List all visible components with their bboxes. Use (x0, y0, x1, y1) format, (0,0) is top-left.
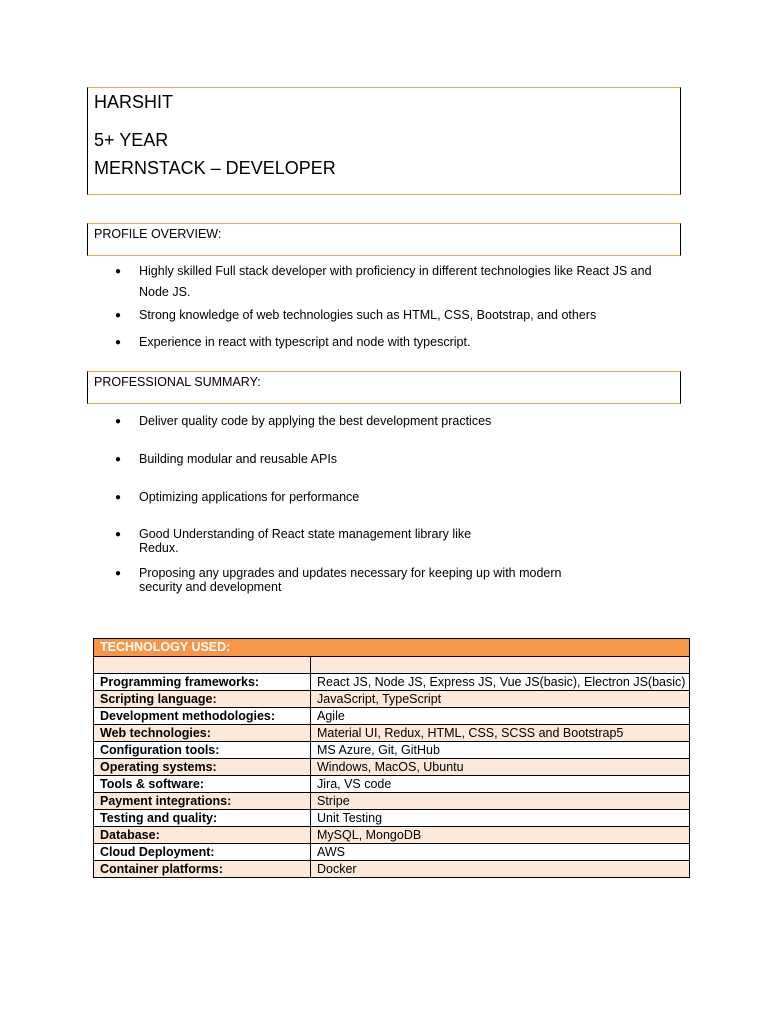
empty-cell (94, 657, 311, 674)
list-item: ● Strong knowledge of web technologies such as HTML, CSS, Bootstrap, and others (139, 305, 679, 326)
tech-value: JavaScript, TypeScript (311, 691, 690, 708)
header-box (87, 87, 681, 195)
tech-value: React JS, Node JS, Express JS, Vue JS(basic), Electron JS(basic) (311, 674, 690, 691)
table-row (94, 861, 690, 878)
table-row (94, 691, 690, 708)
list-item: ● Optimizing applications for performance (139, 487, 679, 508)
empty-cell (311, 657, 690, 674)
technology-title: TECHNOLOGY USED: (94, 639, 690, 657)
tech-key: Tools & software: (94, 776, 311, 793)
tech-key: Programming frameworks: (94, 674, 311, 691)
tech-value: AWS (311, 844, 690, 861)
profile-overview-header (87, 223, 681, 256)
table-row (94, 657, 690, 674)
tech-value: Jira, VS code (311, 776, 690, 793)
tech-key: Database: (94, 827, 311, 844)
tech-key: Operating systems: (94, 759, 311, 776)
profile-overview-title: PROFILE OVERVIEW: (94, 227, 222, 241)
list-item: ● Deliver quality code by applying the best development practices (139, 411, 679, 432)
job-role: MERNSTACK – DEVELOPER (94, 158, 336, 178)
table-row (94, 844, 690, 861)
table-row (94, 776, 690, 793)
tech-key: Development methodologies: (94, 708, 311, 725)
tech-key: Payment integrations: (94, 793, 311, 810)
tech-value: Unit Testing (311, 810, 690, 827)
list-item: ● Good Understanding of React state management library like Redux. (139, 527, 499, 555)
tech-value: MySQL, MongoDB (311, 827, 690, 844)
professional-summary-title: PROFESSIONAL SUMMARY: (94, 375, 261, 389)
tech-value: Docker (311, 861, 690, 878)
tech-key: Cloud Deployment: (94, 844, 311, 861)
list-item: ● Building modular and reusable APIs (139, 449, 679, 470)
experience-years: 5+ YEAR (94, 130, 169, 150)
list-item: ● Highly skilled Full stack developer with proficiency in different technologies like React JS and Node JS. (139, 261, 679, 303)
list-item: ● Proposing any upgrades and updates necessary for keeping up with modern security and development (139, 566, 589, 594)
professional-summary-header (87, 371, 681, 404)
table-row (94, 810, 690, 827)
tech-value: Material UI, Redux, HTML, CSS, SCSS and Bootstrap5 (311, 725, 690, 742)
tech-value: Stripe (311, 793, 690, 810)
technology-table (93, 638, 690, 878)
table-row (94, 793, 690, 810)
technology-title-row (94, 639, 690, 657)
table-row (94, 725, 690, 742)
tech-key: Web technologies: (94, 725, 311, 742)
tech-value: Agile (311, 708, 690, 725)
list-item: ● Experience in react with typescript and node with typescript. (139, 332, 679, 353)
tech-value: Windows, MacOS, Ubuntu (311, 759, 690, 776)
candidate-name: HARSHIT (94, 92, 174, 112)
table-row (94, 742, 690, 759)
tech-key: Testing and quality: (94, 810, 311, 827)
tech-value: MS Azure, Git, GitHub (311, 742, 690, 759)
table-row (94, 708, 690, 725)
tech-key: Container platforms: (94, 861, 311, 878)
tech-key: Scripting language: (94, 691, 311, 708)
table-row (94, 827, 690, 844)
tech-key: Configuration tools: (94, 742, 311, 759)
table-row (94, 759, 690, 776)
table-row (94, 674, 690, 691)
